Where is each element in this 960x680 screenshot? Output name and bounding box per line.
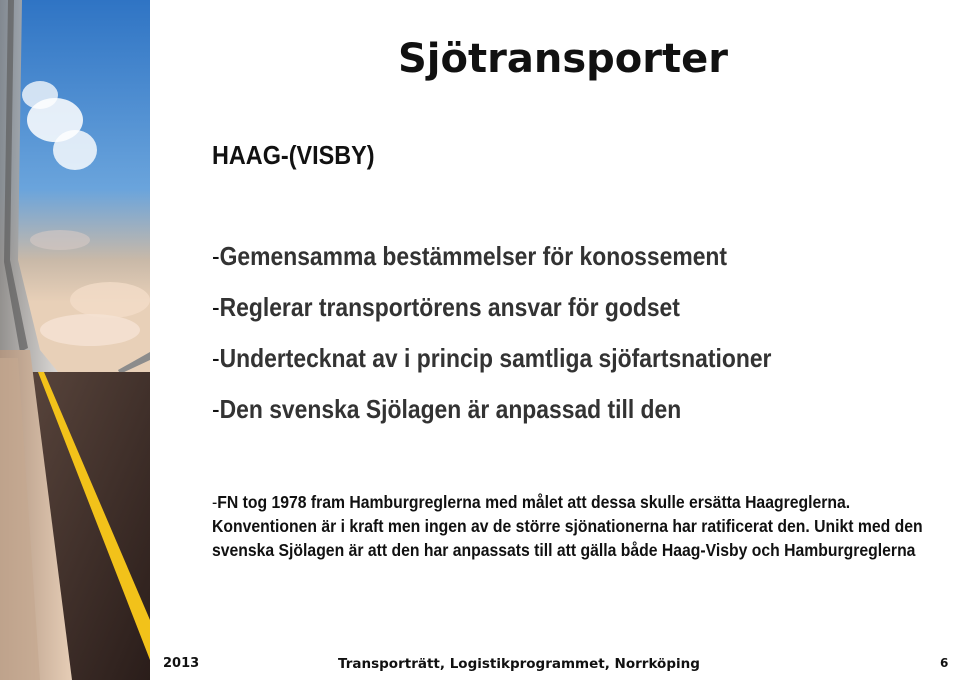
footer-page-number: 6 [940, 656, 949, 670]
bullet-item [212, 391, 828, 442]
footer-year: 2013 [163, 656, 200, 671]
bullet-text: Den svenska Sjölagen är anpassad till den [219, 394, 682, 424]
slide-subtitle: HAAG-(VISBY) [212, 140, 375, 170]
bullet-dash: - [212, 241, 220, 271]
side-image-road [0, 0, 150, 680]
bullet-text: Undertecknat av i princip samtliga sjöfartsnationer [219, 343, 772, 373]
bullet-item [212, 340, 828, 391]
note-dash: - [212, 492, 218, 512]
bullet-dash: - [212, 343, 220, 373]
bullet-list [212, 238, 912, 442]
bullet-item [212, 289, 828, 340]
road-illustration [0, 0, 150, 680]
footer-course: Transporträtt, Logistikprogrammet, Norrköping [338, 656, 700, 672]
bullet-text: Reglerar transportörens ansvar för godset [219, 292, 680, 322]
bullet-item [212, 238, 828, 289]
note-text: FN tog 1978 fram Hamburgreglerna med målet att dessa skulle ersätta Haagreglerna. Konventionen är i kraft men ingen av de större sjönationerna har ratificerat den. Unikt med den svenska Sjölagen är att den har anpassats till att gälla både Haag-Visby och Hamburgreglerna [212, 492, 923, 560]
note-paragraph [212, 490, 952, 562]
bullet-dash: - [212, 292, 220, 322]
slide-title: Sjötransporter [398, 36, 728, 82]
bullet-dash: - [212, 394, 220, 424]
bullet-text: Gemensamma bestämmelser för konossement [219, 241, 728, 271]
